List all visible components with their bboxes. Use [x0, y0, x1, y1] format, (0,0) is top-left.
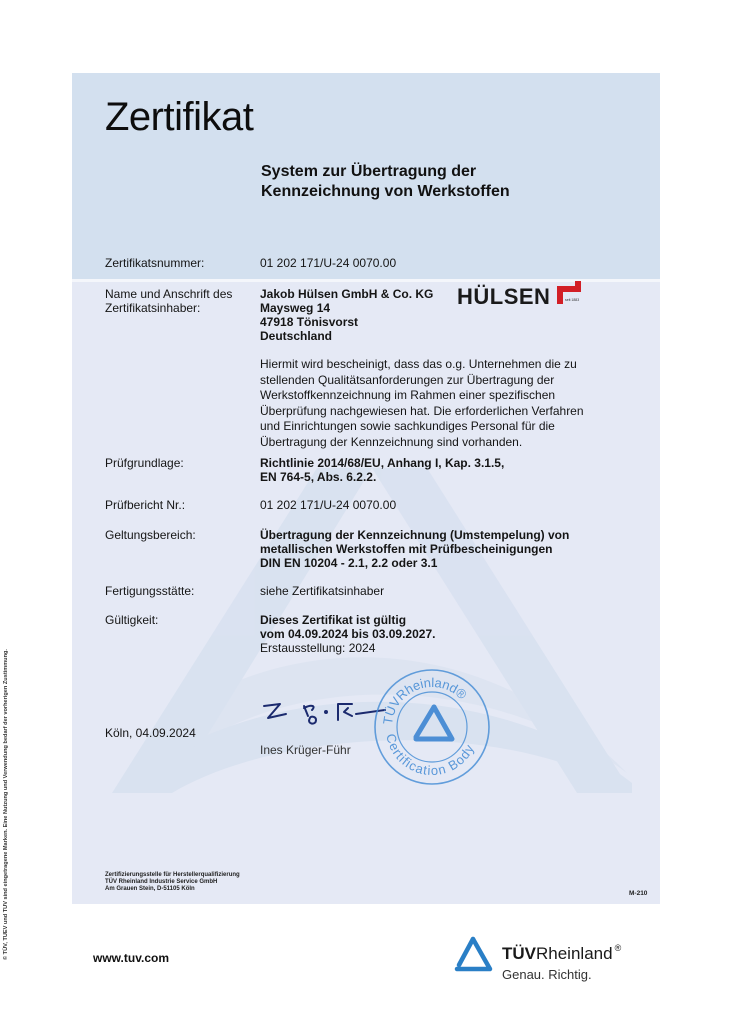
issuer-line: Am Grauen Stein, D-51105 Köln: [105, 886, 195, 892]
scope-value: [260, 528, 569, 570]
holder-company: Jakob Hülsen GmbH & Co. KG: [260, 287, 434, 301]
validity-dates: vom 04.09.2024 bis 03.09.2027.: [260, 627, 436, 641]
tuv-brand: [502, 944, 621, 964]
stamp-top-text: TÜVRheinland®: [379, 674, 470, 726]
registered-mark: ®: [614, 943, 622, 953]
statement-line: stellenden Qualitätsanforderungen zur Übertragung der: [260, 372, 555, 387]
place-date: Köln, 04.09.2024: [105, 726, 196, 740]
form-number: M-210: [629, 890, 648, 897]
test-report-value: 01 202 171/U-24 0070.00: [260, 498, 397, 512]
issuer-line: Zertifizierungsstelle für Herstellerqualifizierung: [105, 872, 240, 878]
subtitle-line: System zur Übertragung der: [261, 163, 477, 180]
statement-line: und Einrichtungen sowie sachkundiges Personal für die: [260, 419, 555, 433]
statement-line: Hiermit wird bescheinigt, dass das o.g. Unternehmen die zu: [260, 357, 577, 371]
scope-line: Übertragung der Kennzeichnung (Umstempelung) von: [260, 528, 570, 542]
huelsen-logo-since: seit 1883: [565, 298, 580, 302]
test-basis-value: [260, 456, 504, 484]
stamp-bottom-text: Certification Body: [383, 732, 478, 779]
holder-country: Deutschland: [260, 329, 333, 343]
issuer-block: [105, 872, 240, 893]
huelsen-logo-text: HÜLSEN: [457, 284, 551, 309]
validity-label: Gültigkeit:: [105, 613, 159, 627]
statement-line: Werkstoffkennzeichnung im Rahmen einer spezifischen: [260, 388, 556, 402]
tuv-logo-triangle-icon: [457, 939, 490, 969]
holder-city: 47918 Tönisvorst: [260, 315, 359, 329]
statement-line: Übertragung der Kennzeichnung sind vorhanden.: [260, 434, 523, 449]
huelsen-logo: [457, 280, 587, 310]
statement-line: Überprüfung nachgewiesen hat. Die erforderlichen Verfahren: [260, 403, 584, 418]
test-basis-line: Richtlinie 2014/68/EU, Anhang I, Kap. 3.1.5,: [260, 456, 505, 470]
certificate-panel: [72, 73, 660, 904]
certification-statement: [260, 357, 584, 450]
certificate-number-value: 01 202 171/U-24 0070.00: [260, 256, 397, 270]
holder-label-line: Name und Anschrift des: [105, 287, 233, 301]
scope-line: metallischen Werkstoffen mit Prüfbescheinigungen: [260, 542, 553, 556]
holder-street: Maysweg 14: [260, 301, 331, 315]
signatory-name: Ines Krüger-Führ: [260, 743, 351, 757]
page-title: Zertifikat: [105, 95, 254, 139]
holder-label-line: Zertifikatsinhaber:: [105, 301, 201, 315]
tuv-triangle-icon: [416, 707, 452, 739]
trademark-note: © TÜV, TUEV und TUV sind eingetragene Marken. Eine Nutzung und Verwendung bedarf der vorherigen Zustimmung.: [3, 649, 9, 960]
first-issue: Erstausstellung: 2024: [260, 641, 376, 655]
tuv-brand-rest: Rheinland: [536, 944, 613, 963]
subtitle-line: Kennzeichnung von Werkstoffen: [261, 183, 510, 200]
tuv-slogan: Genau. Richtig.: [502, 967, 592, 982]
certificate-subtitle: [261, 162, 510, 202]
production-site-label: Fertigungsstätte:: [105, 584, 195, 598]
production-site-value: siehe Zertifikatsinhaber: [260, 584, 385, 598]
validity-line: Dieses Zertifikat ist gültig: [260, 613, 407, 627]
holder-label: [105, 287, 232, 315]
scope-line: DIN EN 10204 - 2.1, 2.2 oder 3.1: [260, 556, 438, 570]
holder-address: [260, 287, 433, 343]
test-basis-line: EN 764-5, Abs. 6.2.2.: [260, 470, 377, 484]
validity-value: [260, 613, 435, 655]
test-report-label: Prüfbericht Nr.:: [105, 498, 186, 512]
website-link[interactable]: www.tuv.com: [93, 951, 170, 965]
test-basis-label: Prüfgrundlage:: [105, 456, 184, 470]
issuer-line: TÜV Rheinland Industrie Service GmbH: [105, 879, 218, 885]
scope-label: Geltungsbereich:: [105, 528, 196, 542]
tuv-brand-bold: TÜV: [502, 944, 536, 963]
certification-body-stamp: [372, 667, 492, 787]
certificate-number-label: Zertifikatsnummer:: [105, 256, 205, 270]
